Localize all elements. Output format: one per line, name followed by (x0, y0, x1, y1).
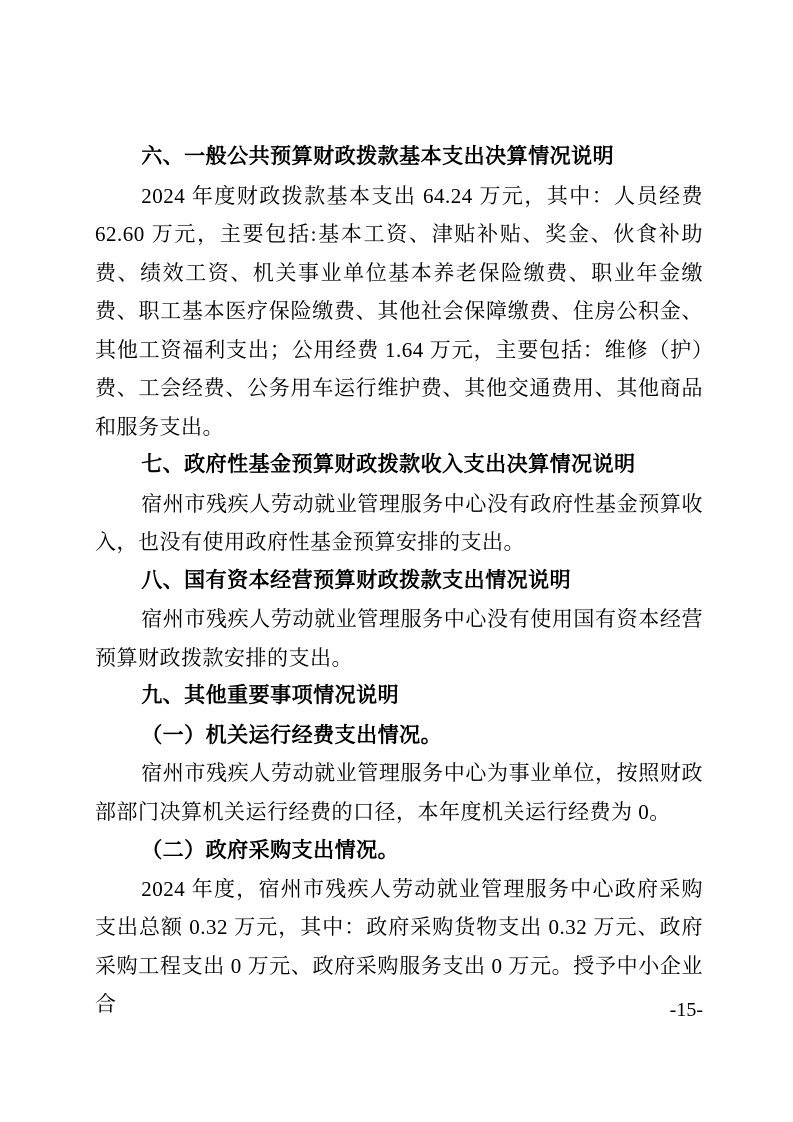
section-8-paragraph: 宿州市残疾人劳动就业管理服务中心没有使用国有资本经营预算财政拨款安排的支出。 (95, 607, 703, 670)
section-heading-7: 七、政府性基金预算财政拨款收入支出决算情况说明 (141, 453, 636, 476)
section-7-paragraph: 宿州市残疾人劳动就业管理服务中心没有政府性基金预算收入，也没有使用政府性基金预算安排的支出。 (95, 491, 703, 554)
subsection-9-1-paragraph: 宿州市残疾人劳动就业管理服务中心为事业单位，按照财政部部门决算机关运行经费的口径，本年度机关运行经费为 0。 (95, 761, 703, 824)
subsection-9-2-paragraph: 2024 年度，宿州市残疾人劳动就业管理服务中心政府采购支出总额 0.32 万元，其中：政府采购货物支出 0.32 万元、政府采购工程支出 0 万元、政府采购服务支出 0 万元。授予中小企业合 (95, 876, 703, 1016)
page-number: -15- (669, 999, 703, 1021)
section-heading-8: 八、国有资本经营预算财政拨款支出情况说明 (141, 568, 572, 592)
subsection-heading-9-2: （二）政府采购支出情况。 (141, 838, 400, 862)
section-heading-9: 九、其他重要事项情况说明 (141, 684, 400, 707)
document-content (95, 138, 703, 1024)
section-6-paragraph: 2024 年度财政拨款基本支出 64.24 万元，其中：人员经费 62.60 万元，主要包括:基本工资、津贴补贴、奖金、伙食补助费、绩效工资、机关事业单位基本养老保险缴费、职业年金缴费、职工基本医疗保险缴费、其他社会保障缴费、住房公积金、其他工资福利支出；公用经费 1.64 万元，主要包括：维修（护）费、工会经费、公务用车运行维护费、其他交通费用、其他商品和服务支出。 (95, 183, 703, 439)
subsection-heading-9-1: （一）机关运行经费支出情况。 (141, 722, 443, 747)
section-heading-6: 六、一般公共预算财政拨款基本支出决算情况说明 (141, 145, 615, 168)
